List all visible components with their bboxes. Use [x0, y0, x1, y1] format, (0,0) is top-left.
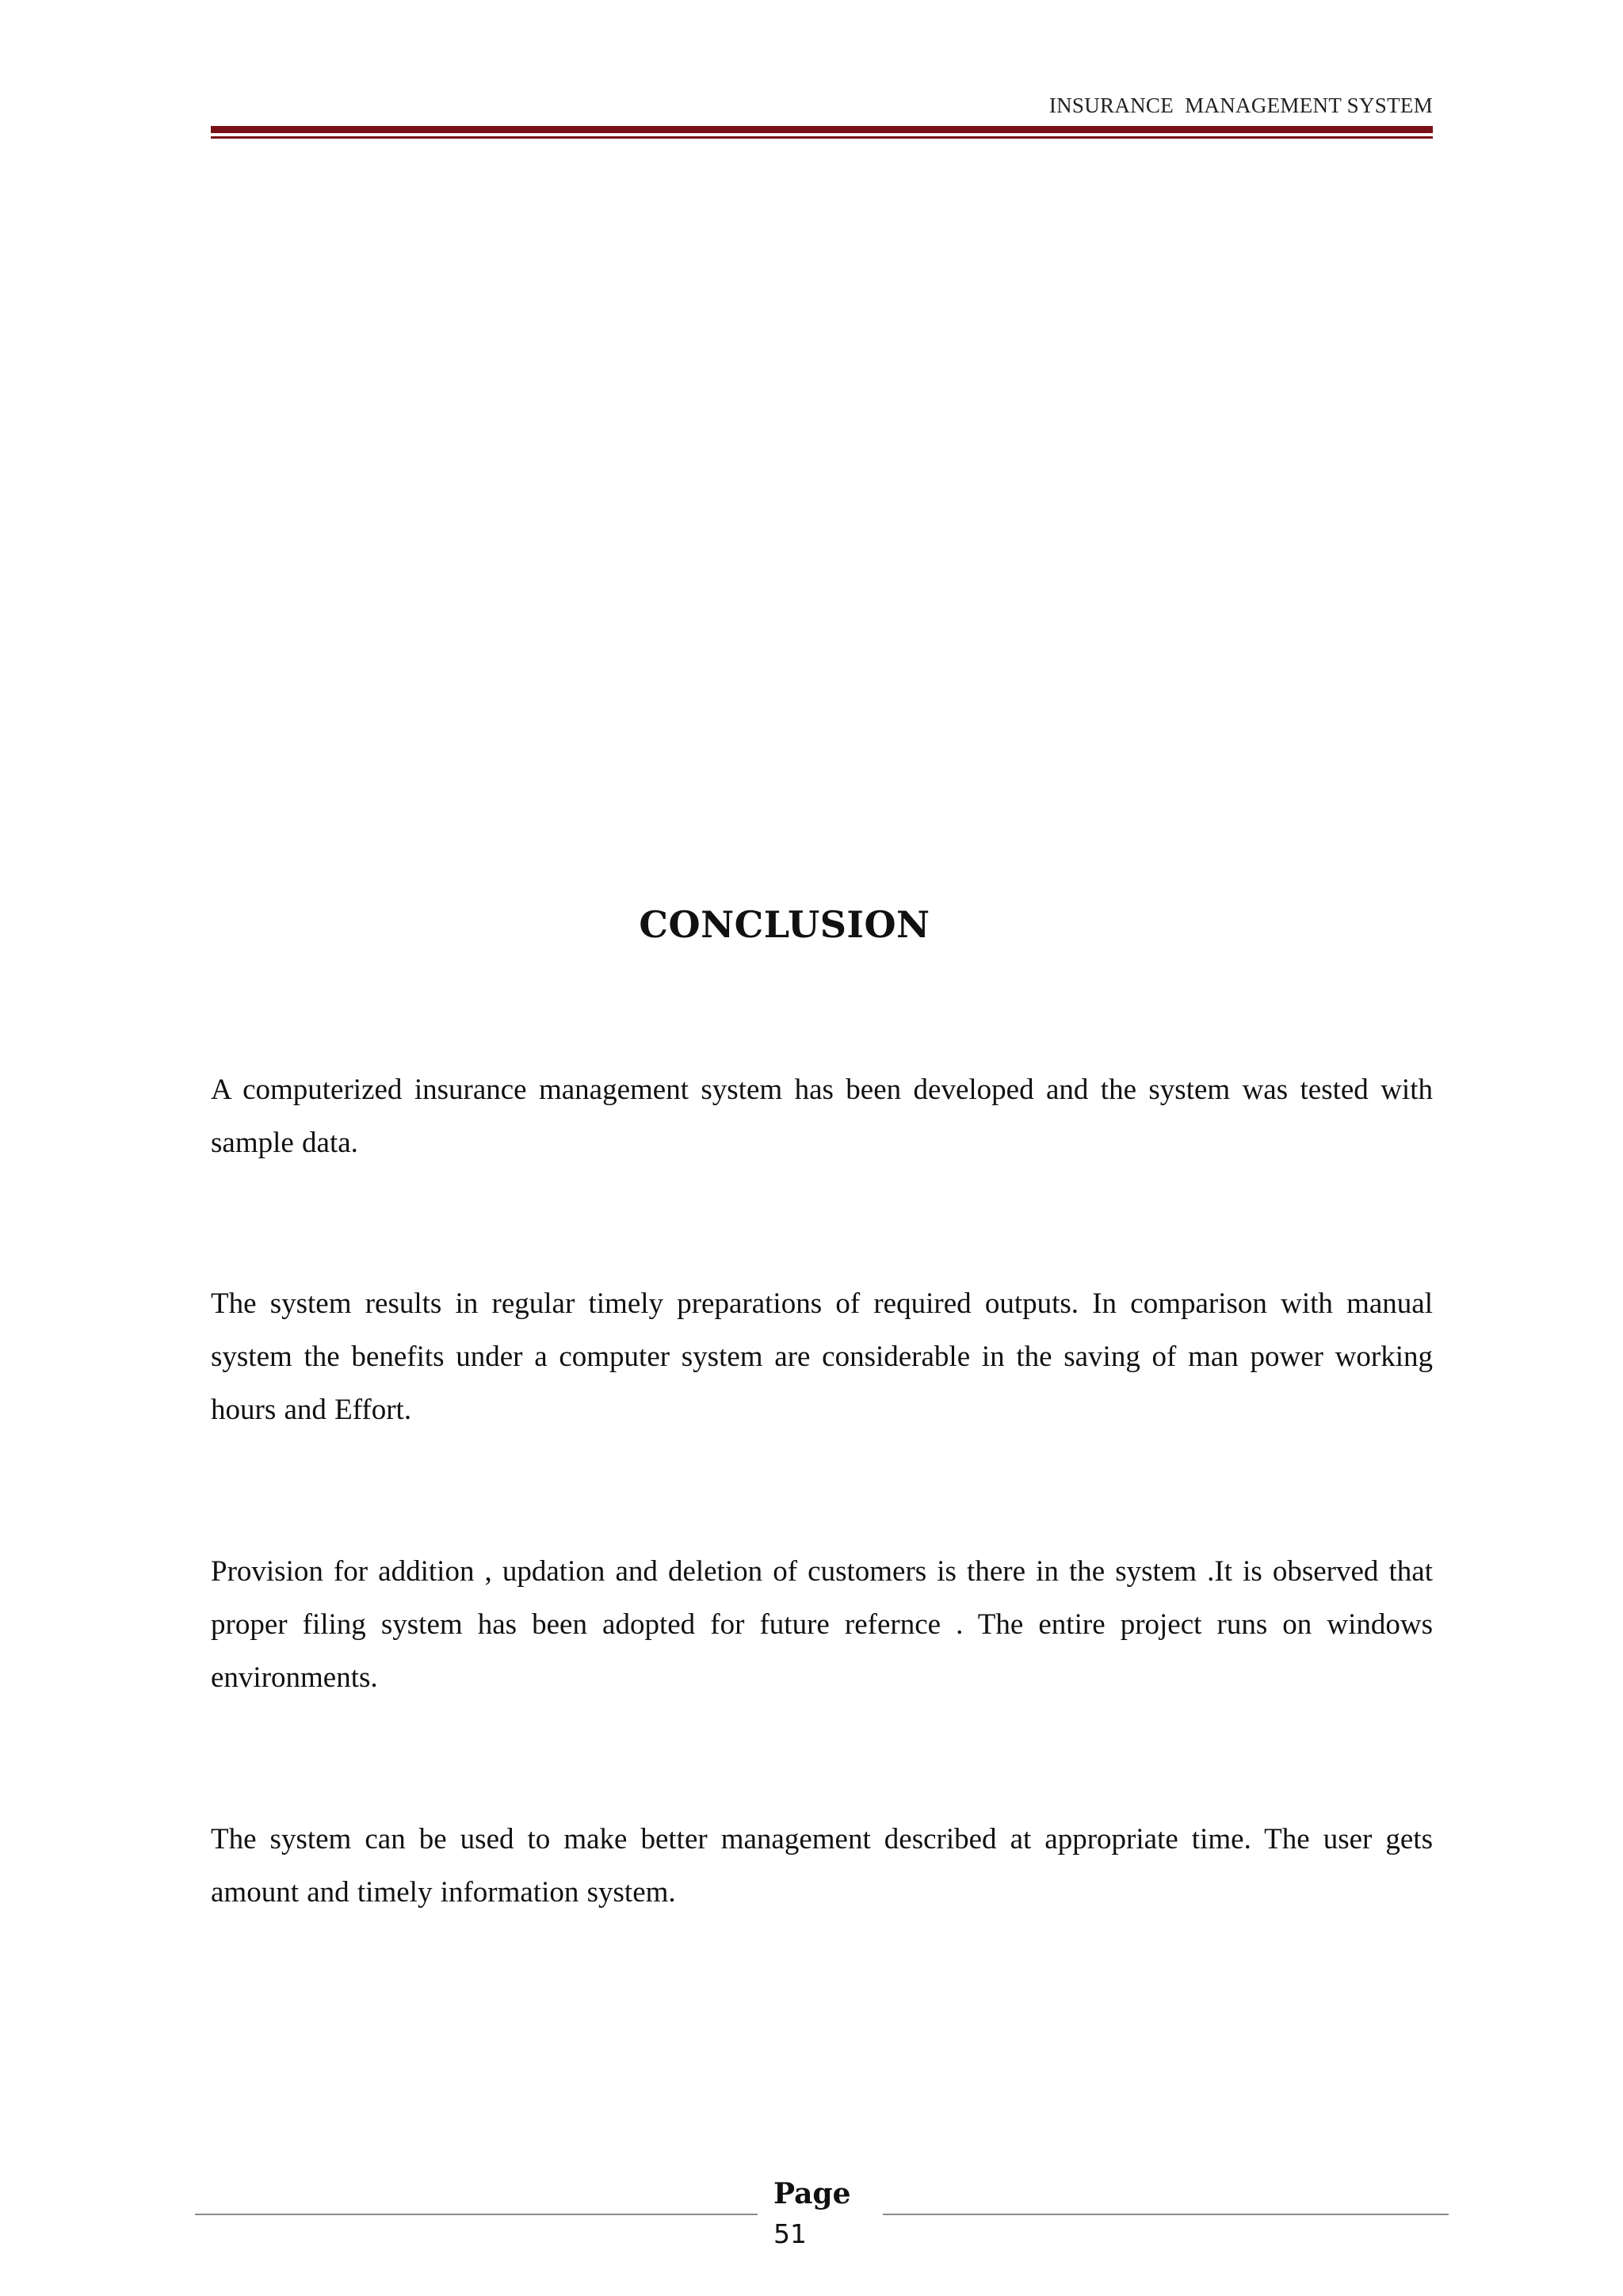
page-label: Page [773, 2177, 851, 2210]
paragraph-3: Provision for addition , updation and deletion of customers is there in the system .It is observed that proper filing system has been adopted for future refernce . The entire project runs on windows environments. [211, 1555, 1433, 1694]
header-rule-thin [211, 136, 1433, 139]
paragraph-2: The system results in regular timely preparations of required outputs. In comparison with manual system the benefits under a computer system are considerable in the saving of man power working hours and Effort. [211, 1287, 1433, 1426]
page-number: 51 [773, 2218, 807, 2249]
paragraph-1: A computerized insurance management system has been developed and the system was tested with sample data. [211, 1074, 1433, 1159]
page-title: CONCLUSION [639, 903, 930, 946]
running-header: INSURANCE MANAGEMENT SYSTEM [1048, 93, 1433, 117]
footer-rule-left [195, 2214, 758, 2215]
footer-rule-right [883, 2214, 1449, 2215]
header-rule-thick [211, 126, 1433, 133]
paragraph-4: The system can be used to make better management described at appropriate time. The user gets amount and timely information system. [211, 1823, 1433, 1909]
